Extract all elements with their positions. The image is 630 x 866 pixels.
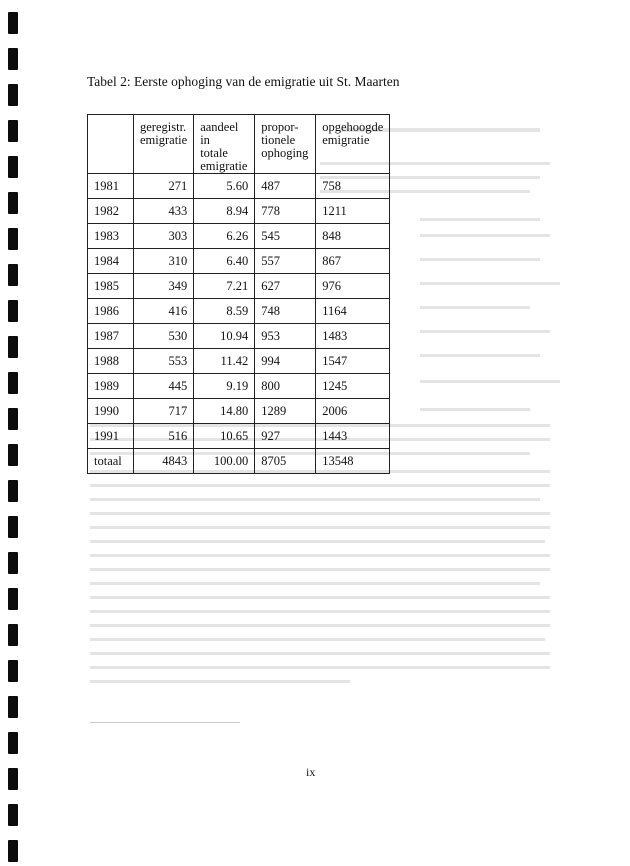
footnote-rule xyxy=(90,722,240,723)
binding-hole xyxy=(8,120,18,142)
table-cell: 1443 xyxy=(316,424,390,449)
table-cell: 976 xyxy=(316,274,390,299)
table-row xyxy=(88,324,390,349)
table-cell: 994 xyxy=(255,349,316,374)
binding-hole xyxy=(8,372,18,394)
table-body xyxy=(88,174,390,474)
total-row xyxy=(88,449,390,474)
table-cell: 778 xyxy=(255,199,316,224)
table-cell: 1289 xyxy=(255,399,316,424)
binding-hole xyxy=(8,156,18,178)
binding-hole xyxy=(8,516,18,538)
table-cell: 13548 xyxy=(316,449,390,474)
table-cell: 14.80 xyxy=(194,399,255,424)
table-cell: 487 xyxy=(255,174,316,199)
table-cell: 8.59 xyxy=(194,299,255,324)
table-caption: Tabel 2: Eerste ophoging van de emigratie uit St. Maarten xyxy=(87,74,400,89)
table-row xyxy=(88,224,390,249)
binding-hole xyxy=(8,264,18,286)
binding-hole xyxy=(8,84,18,106)
table-cell: 7.21 xyxy=(194,274,255,299)
table-cell: 530 xyxy=(134,324,194,349)
binding-hole xyxy=(8,228,18,250)
binding-hole xyxy=(8,660,18,682)
table-row xyxy=(88,299,390,324)
header-line: tionele xyxy=(261,133,296,147)
table-row xyxy=(88,274,390,299)
table-cell: 6.40 xyxy=(194,249,255,274)
emigration-table xyxy=(87,114,390,474)
header-line: totale xyxy=(200,146,228,160)
table-cell: 1164 xyxy=(316,299,390,324)
table-row xyxy=(88,249,390,274)
table-cell: 2006 xyxy=(316,399,390,424)
table-cell: 545 xyxy=(255,224,316,249)
table-cell: 1981 xyxy=(88,174,134,199)
table-cell: 10.65 xyxy=(194,424,255,449)
table-cell: 800 xyxy=(255,374,316,399)
table-cell: 627 xyxy=(255,274,316,299)
binding-hole xyxy=(8,408,18,430)
binding-hole xyxy=(8,444,18,466)
table-cell: 717 xyxy=(134,399,194,424)
header-line: geregistr. xyxy=(140,120,187,134)
table-cell: 445 xyxy=(134,374,194,399)
table-cell: 1245 xyxy=(316,374,390,399)
table-cell: 303 xyxy=(134,224,194,249)
table-cell: 8705 xyxy=(255,449,316,474)
header-line: ophoging xyxy=(261,146,309,160)
page-number: ix xyxy=(306,765,316,779)
header-line: emigratie xyxy=(322,133,370,147)
binding-hole xyxy=(8,336,18,358)
table-row xyxy=(88,199,390,224)
table-cell: 1985 xyxy=(88,274,134,299)
table-cell: totaal xyxy=(88,449,134,474)
table-cell: 310 xyxy=(134,249,194,274)
table-cell: 1982 xyxy=(88,199,134,224)
binding-hole xyxy=(8,840,18,862)
table-cell: 271 xyxy=(134,174,194,199)
binding-hole xyxy=(8,768,18,790)
table-cell: 758 xyxy=(316,174,390,199)
header-line: emigratie xyxy=(200,159,248,173)
table-cell: 1984 xyxy=(88,249,134,274)
header-line: propor- xyxy=(261,120,299,134)
table-cell: 953 xyxy=(255,324,316,349)
table-cell: 748 xyxy=(255,299,316,324)
table-cell: 10.94 xyxy=(194,324,255,349)
table-cell: 1988 xyxy=(88,349,134,374)
table-cell: 1987 xyxy=(88,324,134,349)
table-cell: 1991 xyxy=(88,424,134,449)
table-cell: 867 xyxy=(316,249,390,274)
binding-hole xyxy=(8,192,18,214)
header-line: aandeel in xyxy=(200,120,239,147)
header-line: emigratie xyxy=(140,133,188,147)
table-cell: 1983 xyxy=(88,224,134,249)
binding-hole xyxy=(8,12,18,34)
header-cell-registered xyxy=(134,115,194,174)
table-cell: 557 xyxy=(255,249,316,274)
binding-hole xyxy=(8,588,18,610)
table-row xyxy=(88,174,390,199)
table-cell: 5.60 xyxy=(194,174,255,199)
table-row xyxy=(88,374,390,399)
table-cell: 1483 xyxy=(316,324,390,349)
header-cell-share xyxy=(194,115,255,174)
table-cell: 1211 xyxy=(316,199,390,224)
table-cell: 8.94 xyxy=(194,199,255,224)
table-cell: 416 xyxy=(134,299,194,324)
table-header-row xyxy=(88,115,390,174)
binding-hole xyxy=(8,480,18,502)
table-cell: 349 xyxy=(134,274,194,299)
table-row xyxy=(88,399,390,424)
table-cell: 100.00 xyxy=(194,449,255,474)
table-cell: 516 xyxy=(134,424,194,449)
header-cell-adjusted xyxy=(316,115,390,174)
table-cell: 848 xyxy=(316,224,390,249)
table-cell: 1986 xyxy=(88,299,134,324)
table-cell: 927 xyxy=(255,424,316,449)
table-cell: 433 xyxy=(134,199,194,224)
binding-hole xyxy=(8,300,18,322)
binding-hole xyxy=(8,552,18,574)
binding-hole xyxy=(8,804,18,826)
table-cell: 11.42 xyxy=(194,349,255,374)
table-cell: 9.19 xyxy=(194,374,255,399)
binding-hole xyxy=(8,732,18,754)
table-cell: 1989 xyxy=(88,374,134,399)
table-cell: 1547 xyxy=(316,349,390,374)
header-line: opgehoogde xyxy=(322,120,384,134)
table-row xyxy=(88,349,390,374)
table-cell: 553 xyxy=(134,349,194,374)
header-cell-proportional xyxy=(255,115,316,174)
table-cell: 1990 xyxy=(88,399,134,424)
binding-hole xyxy=(8,696,18,718)
table-row xyxy=(88,424,390,449)
spiral-binding xyxy=(8,4,22,864)
binding-hole xyxy=(8,624,18,646)
binding-hole xyxy=(8,48,18,70)
table-cell: 4843 xyxy=(134,449,194,474)
table-cell: 6.26 xyxy=(194,224,255,249)
header-cell-year xyxy=(88,115,134,174)
